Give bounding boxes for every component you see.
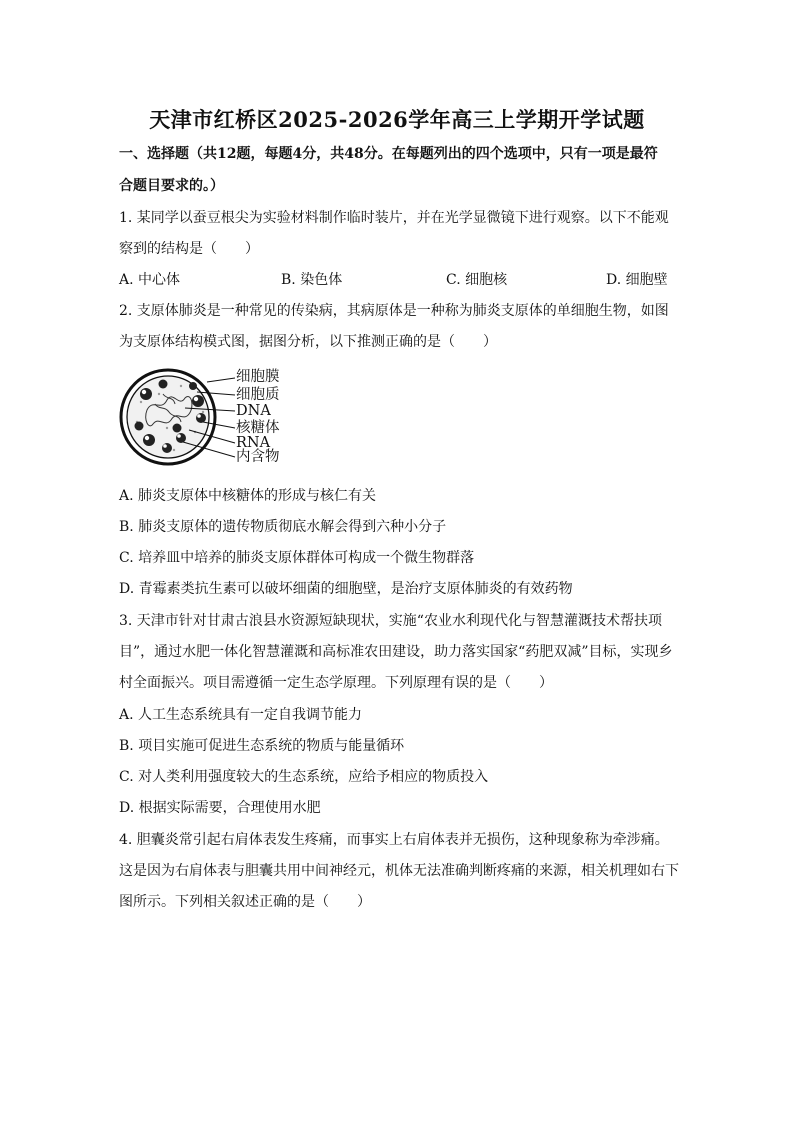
page-title: 天津市红桥区2025-2026学年高三上学期开学试题 (149, 107, 645, 132)
question-1-option-c: C. 细胞核 (446, 272, 508, 288)
question-3-option-b: B. 项目实施可促进生态系统的物质与能量循环 (119, 738, 405, 754)
section-heading-line-1: 一、选择题（共12题，每题4分，共48分。在每题列出的四个选项中，只有一项是最符 (119, 146, 658, 162)
figure-label-rna: RNA (236, 435, 271, 451)
figure-label-inclusion: 内含物 (236, 449, 280, 465)
question-3-line-1: 3. 天津市针对甘肃古浪县水资源短缺现状，实施“农业水利现代化与智慧灌溉技术帮扶项 (119, 613, 662, 629)
question-3-option-a: A. 人工生态系统具有一定自我调节能力 (119, 707, 363, 723)
question-1-option-b: B. 染色体 (281, 272, 343, 288)
question-1-line-1: 1. 某同学以蚕豆根尖为实验材料制作临时装片，并在光学显微镜下进行观察。以下不能观 (119, 210, 669, 226)
question-1-option-d: D. 细胞壁 (606, 272, 668, 288)
question-1-option-a: A. 中心体 (119, 272, 181, 288)
question-3-line-2: 目”，通过水肥一体化智慧灌溉和高标准农田建设，助力落实国家“药肥双减”目标，实现乡 (119, 644, 673, 660)
question-2-line-1: 2. 支原体肺炎是一种常见的传染病，其病原体是一种称为肺炎支原体的单细胞生物，如图 (119, 303, 669, 319)
section-heading-line-2: 合题目要求的。） (119, 178, 224, 194)
figure-label-cytoplasm: 细胞质 (236, 387, 280, 403)
figure-label-ribosome: 核糖体 (236, 420, 280, 436)
question-2-option-c: C. 培养皿中培养的肺炎支原体群体可构成一个微生物群落 (119, 550, 475, 566)
question-4-line-1: 4. 胆囊炎常引起右肩体表发生疼痛，而事实上右肩体表并无损伤，这种现象称为牵涉痛。 (119, 832, 669, 848)
question-2-line-2: 为支原体结构模式图，据图分析，以下推测正确的是（ ） (119, 334, 497, 350)
question-3-option-d: D. 根据实际需要，合理使用水肥 (119, 800, 321, 816)
question-4-line-2: 这是因为右肩体表与胆囊共用中间神经元，机体无法准确判断疼痛的来源，相关机理如右下 (119, 863, 679, 879)
question-3-option-c: C. 对人类利用强度较大的生态系统，应给予相应的物质投入 (119, 769, 489, 785)
figure-label-dna: DNA (236, 403, 271, 419)
mycoplasma-structure-figure (119, 364, 299, 476)
question-2-option-b: B. 肺炎支原体的遗传物质彻底水解会得到六种小分子 (119, 519, 447, 535)
question-4-line-3: 图所示。下列相关叙述正确的是（ ） (119, 894, 371, 910)
question-2-option-d: D. 青霉素类抗生素可以破坏细菌的细胞壁，是治疗支原体肺炎的有效药物 (119, 581, 573, 597)
figure-label-cell-membrane: 细胞膜 (236, 369, 280, 385)
question-1-line-2: 察到的结构是（ ） (119, 241, 259, 257)
question-3-line-3: 村全面振兴。项目需遵循一定生态学原理。下列原理有误的是（ ） (119, 675, 553, 691)
question-2-option-a: A. 肺炎支原体中核糖体的形成与核仁有关 (119, 488, 377, 504)
